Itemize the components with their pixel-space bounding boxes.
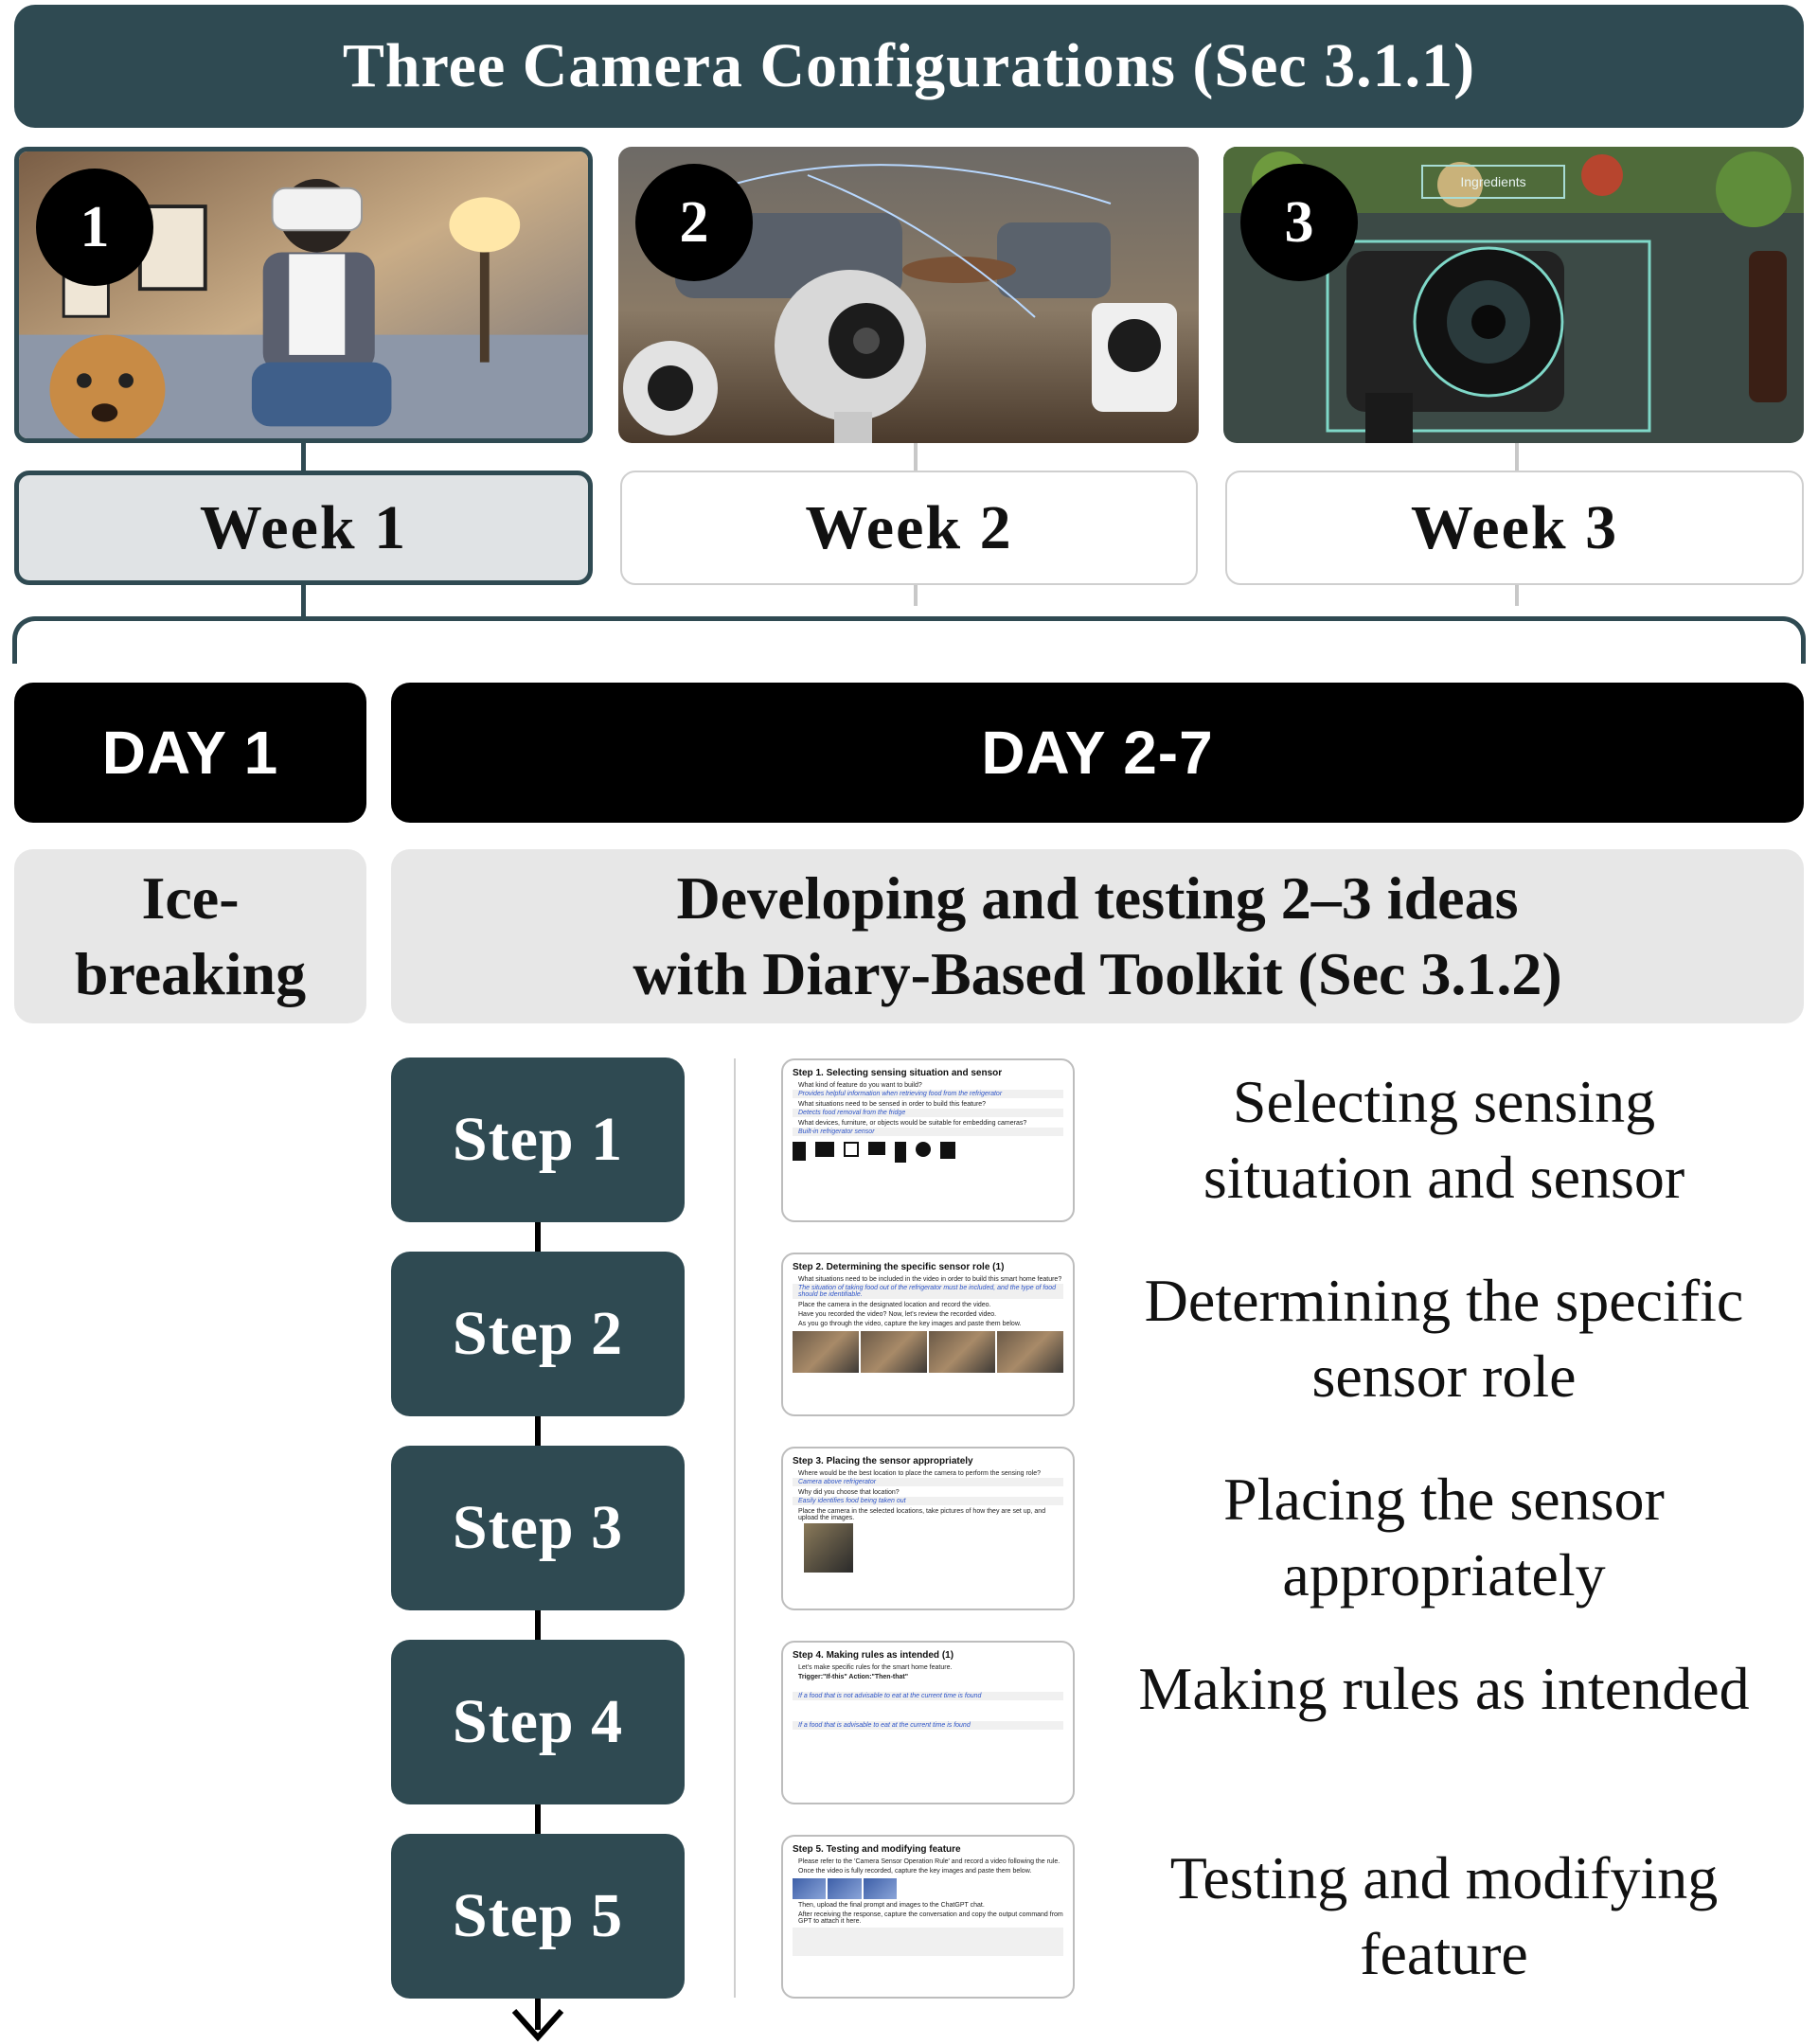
robot-vacuum-icon — [916, 1142, 931, 1157]
frame-thumbnail — [929, 1331, 995, 1373]
connector-line — [301, 443, 306, 471]
card-title: Step 4. Making rules as intended (1) — [793, 1650, 954, 1661]
week-2-box: Week 2 — [620, 471, 1198, 585]
diagram-title: Three Camera Configurations (Sec 3.1.1) — [14, 5, 1804, 128]
connector-line — [914, 585, 918, 606]
card-question: As you go through the video, capture the key images and paste them below. — [798, 1321, 1022, 1327]
connector-line — [1515, 585, 1519, 606]
washer-icon — [844, 1142, 859, 1157]
camera-config-3-image — [1223, 147, 1804, 443]
day-1-header: DAY 1 — [14, 683, 366, 823]
step-2-description: Determining the specific sensor role — [1144, 1267, 1744, 1410]
lamp-icon — [940, 1142, 955, 1159]
step-connector — [535, 1609, 541, 1640]
card-question: Please refer to the 'Camera Sensor Operation Rule' and record a video following the rule. — [798, 1858, 1060, 1865]
frame-thumbnail — [828, 1878, 861, 1899]
captured-frames — [793, 1331, 1063, 1373]
card-question: Let's make specific rules for the smart home feature. — [798, 1664, 953, 1671]
card-question: Then, upload the final prompt and images to the ChatGPT chat. — [798, 1902, 985, 1909]
camera-config-2-image — [618, 147, 1199, 443]
day-2-7-header: DAY 2-7 — [391, 683, 1804, 823]
step-2-box: Step 2 — [391, 1252, 685, 1416]
card-question: What kind of feature do you want to build? — [798, 1082, 922, 1089]
step-4-toolkit-thumbnail — [781, 1641, 1075, 1804]
step-3-description: Placing the sensor appropriately — [1223, 1466, 1665, 1609]
step-5-description: Testing and modifying feature — [1169, 1844, 1719, 1987]
week-1-box: Week 1 — [14, 471, 593, 585]
frame-thumbnail — [861, 1331, 927, 1373]
card-question: Place the camera in the selected locations, take pictures of how they are set up, and upload the images. — [798, 1508, 1046, 1521]
card-question: Trigger:"If-this" Action:"Then-that" — [798, 1674, 909, 1680]
placed-camera-photo — [804, 1523, 853, 1573]
day-2-7-description: Developing and testing 2–3 ideas with Diary-Based Toolkit (Sec 3.1.2) — [391, 849, 1804, 1023]
frame-thumbnail — [997, 1331, 1063, 1373]
desk-icon — [868, 1142, 885, 1155]
step-5-toolkit-thumbnail — [781, 1835, 1075, 1999]
camera-config-1-image — [14, 147, 593, 443]
chat-screenshot — [793, 1928, 1063, 1956]
card-question: What situations need to be sensed in order to build this feature? — [798, 1101, 987, 1108]
card-answer: If a food that is not advisable to eat at the current time is found — [793, 1692, 1063, 1700]
week-expansion-bracket — [12, 616, 1806, 664]
config-number-badge: 3 — [1240, 164, 1358, 281]
card-question: Once the video is fully recorded, capture the key images and paste them below. — [798, 1868, 1032, 1875]
card-question: Where would be the best location to place the camera to perform the sensing role? — [798, 1470, 1042, 1477]
card-question: Place the camera in the designated location and record the video. — [798, 1302, 991, 1308]
card-answer: The situation of taking food out of the refrigerator must be included, and the type of food should be identifiable. — [793, 1284, 1063, 1299]
card-answer: Camera above refrigerator — [793, 1478, 1063, 1486]
card-title: Step 1. Selecting sensing situation and sensor — [793, 1068, 1003, 1078]
week-3-box: Week 3 — [1225, 471, 1804, 585]
step-connector — [535, 1804, 541, 1834]
step-3-box: Step 3 — [391, 1446, 685, 1610]
continue-arrow-icon — [510, 2005, 565, 2043]
frame-thumbnail — [793, 1331, 859, 1373]
step-connector — [535, 1221, 541, 1252]
step-connector — [535, 1415, 541, 1446]
step-2-toolkit-thumbnail — [781, 1253, 1075, 1416]
config-number-badge: 1 — [36, 169, 153, 286]
card-question: Have you recorded the video? Now, let's review the recorded video. — [798, 1311, 997, 1318]
card-question: What devices, furniture, or objects would be suitable for embedding cameras? — [798, 1120, 1027, 1127]
card-title: Step 2. Determining the specific sensor role (1) — [793, 1262, 1005, 1272]
ingredients-label: Ingredients — [1460, 174, 1526, 189]
step-4-box: Step 4 — [391, 1640, 685, 1804]
card-answer: Built-in refrigerator sensor — [793, 1128, 1063, 1136]
card-question: After receiving the response, capture the conversation and copy the output command from GPT to attach it here. — [798, 1911, 1063, 1925]
step-1-box: Step 1 — [391, 1058, 685, 1222]
refrigerator-icon — [793, 1142, 806, 1161]
connector-line — [914, 443, 918, 471]
frame-thumbnail — [793, 1878, 826, 1899]
card-answer: If a food that is advisable to eat at the current time is found — [793, 1721, 1063, 1730]
card-answer: Easily identifies food being taken out — [793, 1497, 1063, 1505]
captured-frames — [793, 1878, 897, 1899]
device-icons-row — [793, 1142, 1063, 1163]
step-3-toolkit-thumbnail — [781, 1447, 1075, 1610]
card-answer: Detects food removal from the fridge — [793, 1109, 1063, 1117]
card-title: Step 3. Placing the sensor appropriately — [793, 1456, 973, 1466]
card-question: What situations need to be included in the video in order to build this smart home feature? — [798, 1276, 1062, 1283]
step-5-box: Step 5 — [391, 1834, 685, 1999]
step-4-description: Making rules as intended — [1138, 1655, 1750, 1722]
card-answer: Provides helpful information when retrieving food from the refrigerator — [793, 1090, 1063, 1098]
tv-icon — [815, 1142, 834, 1157]
vertical-divider — [734, 1058, 736, 1998]
step-1-toolkit-thumbnail — [781, 1058, 1075, 1222]
step-1-description: Selecting sensing situation and sensor — [1203, 1068, 1685, 1211]
card-title: Step 5. Testing and modifying feature — [793, 1844, 961, 1855]
config-number-badge: 2 — [635, 164, 753, 281]
frame-thumbnail — [864, 1878, 897, 1899]
connector-line — [1515, 443, 1519, 471]
connector-line — [301, 585, 306, 618]
day-1-description: Ice- breaking — [14, 849, 366, 1023]
speaker-icon — [895, 1142, 906, 1163]
card-question: Why did you choose that location? — [798, 1489, 900, 1496]
